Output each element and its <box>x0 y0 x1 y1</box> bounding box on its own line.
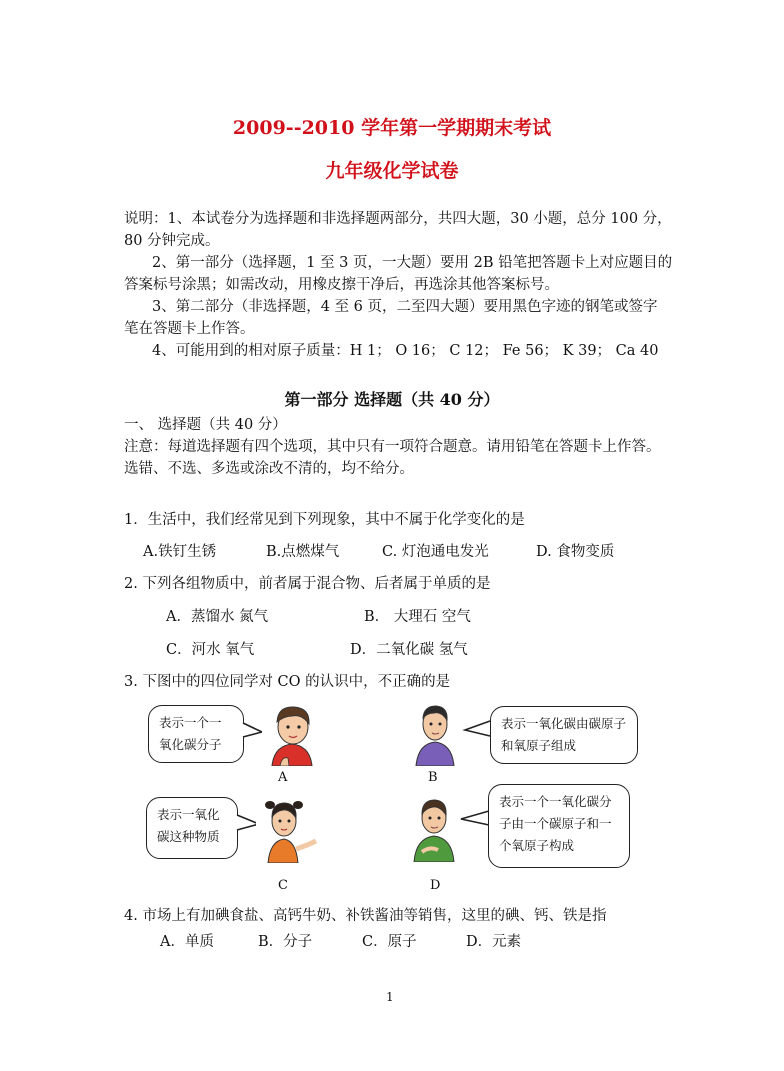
label-b: B <box>428 770 438 785</box>
instruction-line-7: 4、可能用到的相对原子质量：H 1； O 16； C 12； Fe 56； K 39； Ca 40 <box>152 343 659 359</box>
student-a-image <box>262 700 322 766</box>
q1-stem: 1．生活中，我们经常见到下列现象，其中不属于化学变化的是 <box>124 512 525 528</box>
q4-option-c: C．原子 <box>362 934 417 950</box>
speech-bubble-d: 表示一个一氧化碳分子由一个碳原子和一个氧原子构成 <box>488 784 630 868</box>
q2-stem: 2. 下列各组物质中，前者属于混合物、后者属于单质的是 <box>124 576 491 592</box>
q4-option-b: B．分子 <box>258 934 313 950</box>
q3-stem: 3. 下图中的四位同学对 CO 的认识中，不正确的是 <box>124 674 451 690</box>
speech-bubble-b: 表示一氧化碳由碳原子和氧原子组成 <box>490 706 638 764</box>
instruction-line-3: 2、第一部分（选择题，1 至 3 页，一大题）要用 2B 铅笔把答题卡上对应题目的 <box>152 255 673 271</box>
section-note-1: 注意：每道选择题有四个选项，其中只有一项符合题意。请用铅笔在答题卡上作答。 <box>124 439 661 455</box>
q1-option-d: D. 食物变质 <box>536 544 615 560</box>
q1-option-b: B.点燃煤气 <box>266 544 340 560</box>
section-note-2: 选错、不选、多选或涂改不清的，均不给分。 <box>124 461 414 477</box>
exam-subtitle: 九年级化学试卷 <box>325 160 459 182</box>
student-c-image <box>256 793 318 863</box>
bubble-d-tail <box>458 808 492 830</box>
q1-option-c: C. 灯泡通电发光 <box>382 544 489 560</box>
instruction-line-1: 说明：1、本试卷分为选择题和非选择题两部分，共四大题，30 小题，总分 100 分， <box>124 211 672 227</box>
exam-title: 2009--2010 学年第一学期期末考试 <box>232 117 552 139</box>
q2-option-d: D．二氧化碳 氢气 <box>350 642 468 658</box>
section-heading: 第一部分 选择题（共 40 分） <box>284 390 500 409</box>
q4-option-d: D．元素 <box>466 934 522 950</box>
bubble-a-tail <box>236 720 264 740</box>
speech-bubble-c: 表示一氧化碳这种物质 <box>146 797 238 859</box>
q2-option-a: A．蒸馏水 氮气 <box>166 609 269 625</box>
label-d: D <box>430 878 441 893</box>
instruction-line-6: 笔在答题卡上作答。 <box>124 321 255 337</box>
q2-option-c: C．河水 氧气 <box>166 642 255 658</box>
instruction-line-5: 3、第二部分（非选择题，4 至 6 页，二至四大题）要用黑色字迹的钢笔或签字 <box>152 299 658 315</box>
page-number: 1 <box>386 990 394 1004</box>
student-b-image <box>410 698 460 766</box>
q1-option-a: A.铁钉生锈 <box>143 544 217 560</box>
q4-stem: 4. 市场上有加碘食盐、高钙牛奶、补铁酱油等销售，这里的碘、钙、铁是指 <box>124 908 607 924</box>
speech-bubble-a: 表示一个一氧化碳分子 <box>148 705 244 763</box>
instruction-line-4: 答案标号涂黑；如需改动，用橡皮擦干净后，再选涂其他答案标号。 <box>124 277 559 293</box>
label-c: C <box>278 878 288 893</box>
q4-option-a: A．单质 <box>160 934 214 950</box>
section-sub: 一、 选择题（共 40 分） <box>124 417 287 433</box>
q2-option-b: B． 大理石 空气 <box>364 609 471 625</box>
student-d-image <box>408 792 460 862</box>
instruction-line-2: 80 分钟完成。 <box>124 233 220 249</box>
label-a: A <box>278 770 288 785</box>
